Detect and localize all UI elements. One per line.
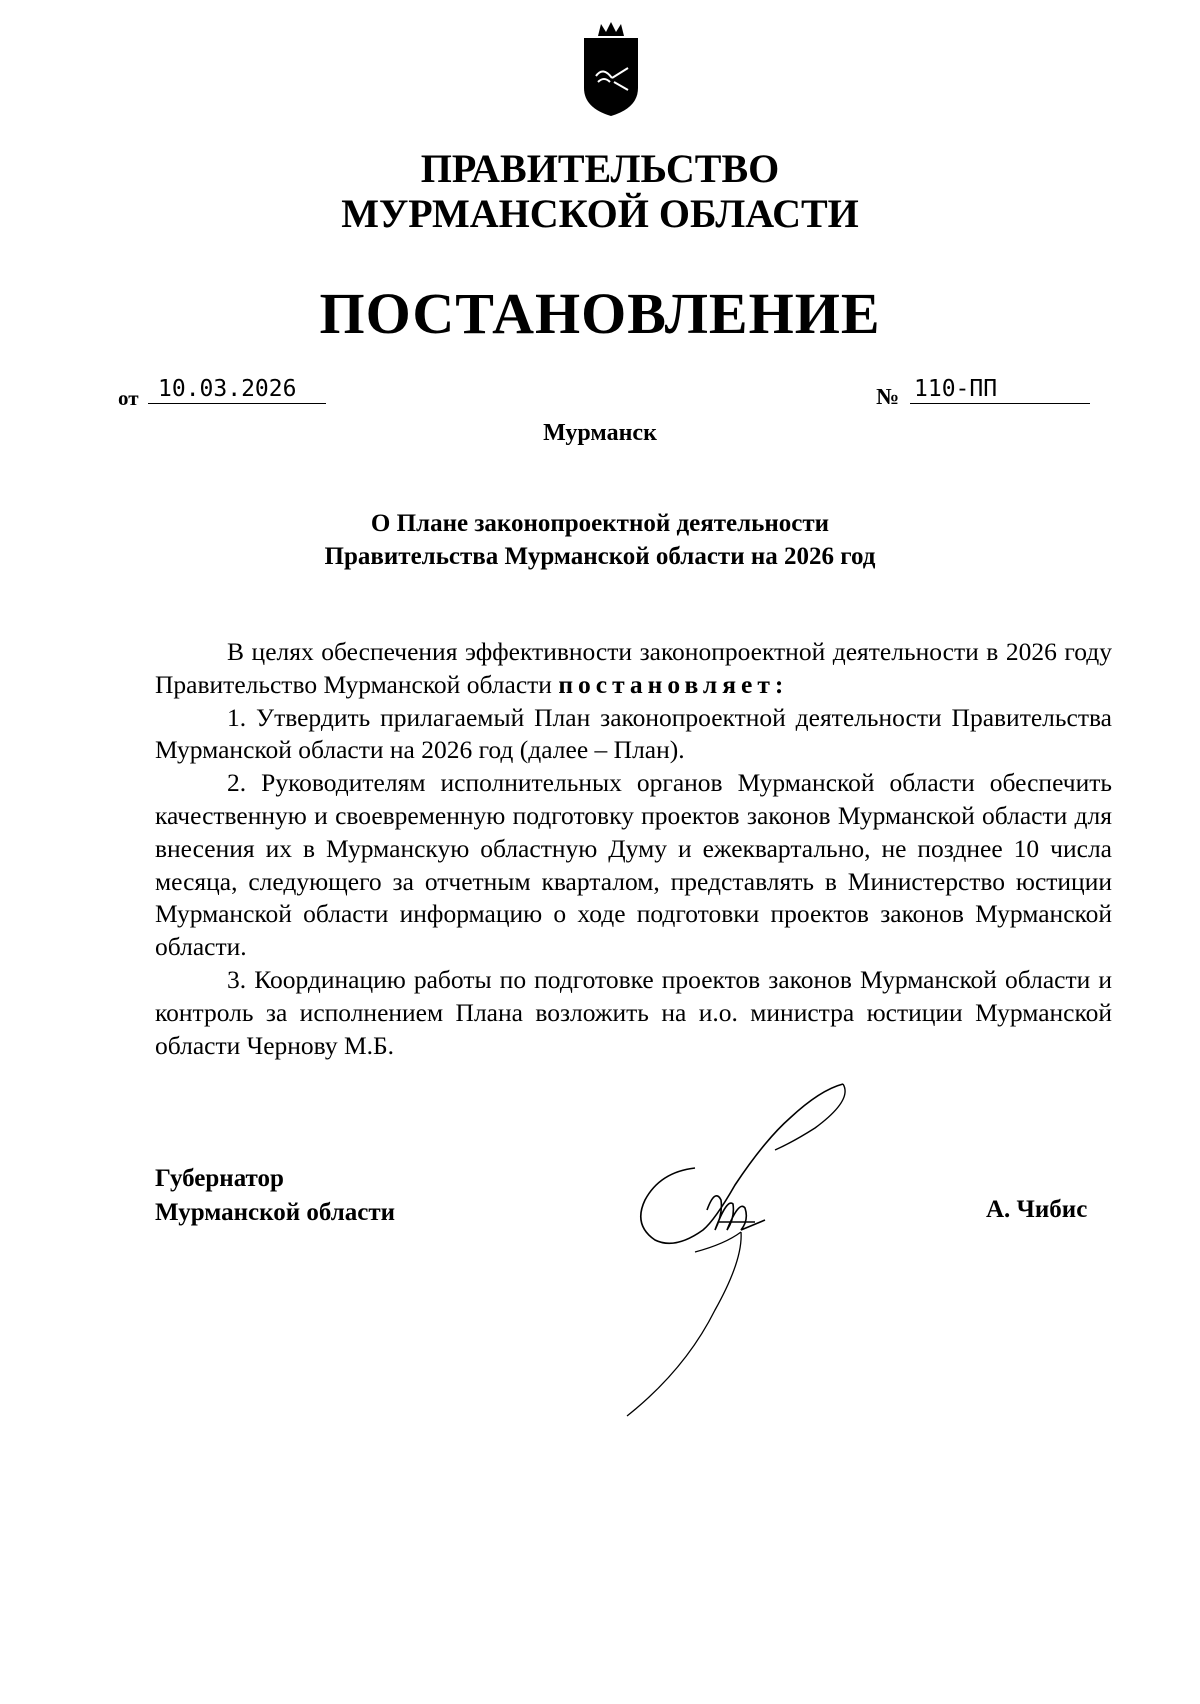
city: Мурманск [543, 420, 657, 446]
number-field [910, 376, 1090, 404]
subject-line1: О Плане законопроектной деятельности [370, 510, 830, 537]
subject-line2: Правительства Мурманской области на 2026 год [324, 543, 876, 570]
date-value: 10.03.2026 [158, 376, 297, 402]
signatory-title [155, 1162, 395, 1230]
document-subject [0, 507, 1200, 573]
organization-name [0, 146, 1200, 236]
number-sign: № [876, 384, 900, 409]
document-type: ПОСТАНОВЛЕНИЕ [319, 281, 881, 346]
handwritten-signature [615, 1080, 915, 1420]
coat-of-arms-icon [576, 20, 646, 120]
signatory-name: А. Чибис [986, 1196, 1088, 1223]
list-item: 2. Руководителям исполнительных органов Мурманской области обеспечить качественную и своевременную подготовку проектов законов Мурманской области для внесения их в Мурманскую областную Думу и ежеквартально, не позднее 10 числа месяца, следующего за отчетным кварталом, представлять в Министерство юстиции Мурманской области информацию о ходе подготовки проектов законов Мурманской области. [155, 768, 1112, 962]
decree-word: постановляет: [558, 669, 789, 699]
organization-name-line2: МУРМАНСКОЙ ОБЛАСТИ [341, 191, 859, 236]
document-body [155, 636, 1112, 1062]
intro-text: В целях обеспечения эффективности законопроектной деятельности в 2026 году Правительство Мурманской области [155, 637, 1112, 699]
date-field [148, 376, 326, 404]
signatory-title-line2: Мурманской области [155, 1199, 396, 1226]
list-item: 3. Координацию работы по подготовке проектов законов Мурманской области и контроль за исполнением Плана возложить на и.о. министра юстиции Мурманской области Чернову М.Б. [155, 964, 1112, 1060]
signatory-title-line1: Губернатор [155, 1165, 284, 1192]
intro-paragraph [155, 636, 1112, 702]
date-prefix: от [118, 386, 139, 410]
organization-name-line1: ПРАВИТЕЛЬСТВО [420, 146, 780, 191]
number-value: 110-ПП [914, 376, 998, 402]
list-item: 1. Утвердить прилагаемый План законопроектной деятельности Правительства Мурманской области на 2026 год (далее – План). [155, 702, 1112, 765]
